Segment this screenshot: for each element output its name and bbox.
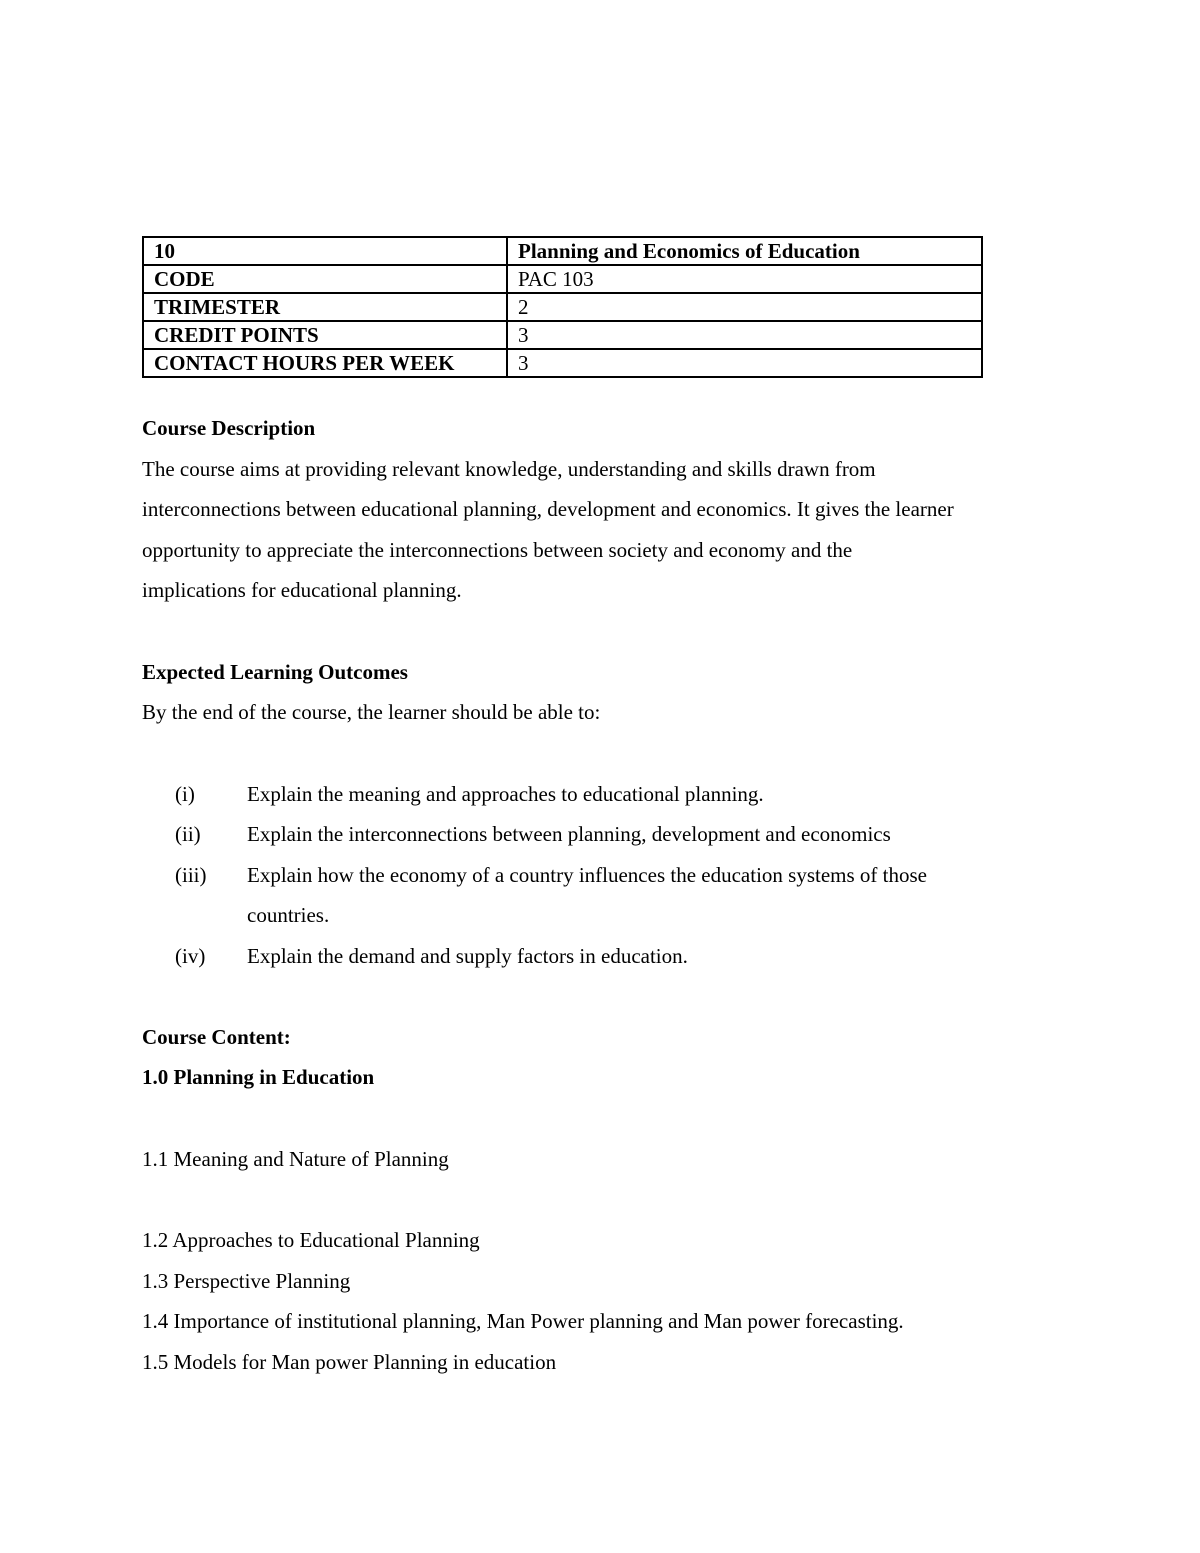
outcome-number: (ii) bbox=[175, 822, 201, 846]
table-row bbox=[143, 237, 982, 265]
table-cell-label: CONTACT HOURS PER WEEK bbox=[143, 349, 507, 377]
outcome-text-continued: countries. bbox=[247, 903, 330, 927]
description-line: opportunity to appreciate the interconnections between society and economy and the bbox=[142, 538, 853, 562]
outcome-text: Explain the demand and supply factors in education. bbox=[247, 944, 688, 968]
outcome-number: (i) bbox=[175, 782, 195, 806]
description-line: implications for educational planning. bbox=[142, 578, 462, 602]
section-title: 1.0 Planning in Education bbox=[142, 1065, 375, 1089]
content-item: 1.3 Perspective Planning bbox=[142, 1269, 351, 1293]
outcome-number: (iv) bbox=[175, 944, 206, 968]
table-cell-label: CODE bbox=[143, 265, 507, 293]
table-cell-value: PAC 103 bbox=[507, 265, 982, 293]
table-cell-label: TRIMESTER bbox=[143, 293, 507, 321]
outcome-text: Explain the interconnections between planning, development and economics bbox=[247, 822, 891, 846]
content-item: 1.4 Importance of institutional planning, Man Power planning and Man power forecasting. bbox=[142, 1309, 904, 1333]
table-cell-label: CREDIT POINTS bbox=[143, 321, 507, 349]
table-cell-value: Planning and Economics of Education bbox=[507, 237, 982, 265]
table-row bbox=[143, 265, 982, 293]
outcomes-intro: By the end of the course, the learner should be able to: bbox=[142, 700, 601, 724]
course-content-heading: Course Content: bbox=[142, 1025, 291, 1049]
outcomes-heading: Expected Learning Outcomes bbox=[142, 660, 408, 684]
outcome-number: (iii) bbox=[175, 863, 207, 887]
content-item: 1.5 Models for Man power Planning in education bbox=[142, 1350, 557, 1374]
table-cell-value: 3 bbox=[507, 321, 982, 349]
table-cell-value: 2 bbox=[507, 293, 982, 321]
course-info-table bbox=[142, 236, 983, 378]
description-line: interconnections between educational planning, development and economics. It gives the learner bbox=[142, 497, 954, 521]
table-row bbox=[143, 349, 982, 377]
outcome-text: Explain the meaning and approaches to educational planning. bbox=[247, 782, 764, 806]
content-item: 1.1 Meaning and Nature of Planning bbox=[142, 1147, 449, 1171]
outcome-text: Explain how the economy of a country influences the education systems of those bbox=[247, 863, 927, 887]
content-item: 1.2 Approaches to Educational Planning bbox=[142, 1228, 480, 1252]
table-row bbox=[143, 321, 982, 349]
table-row bbox=[143, 293, 982, 321]
table-cell-label: 10 bbox=[143, 237, 507, 265]
description-line: The course aims at providing relevant knowledge, understanding and skills drawn from bbox=[142, 457, 876, 481]
table-cell-value: 3 bbox=[507, 349, 982, 377]
course-description-heading: Course Description bbox=[142, 416, 316, 440]
